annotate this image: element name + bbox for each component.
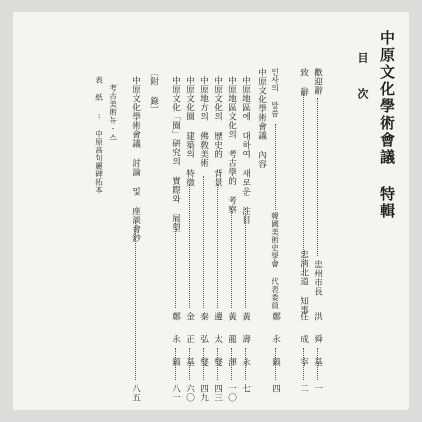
toc-entry-title: 인사의 말씀 xyxy=(270,68,280,118)
toc-entry-page: 一 xyxy=(312,384,323,393)
leader-dots xyxy=(217,184,218,308)
toc-entry-author: 洪 舜 基 xyxy=(312,312,323,368)
contents-heading: 目 次 xyxy=(356,52,369,105)
leader-dots xyxy=(203,348,204,380)
leader-dots xyxy=(189,184,190,308)
toc-entry-page: 七 xyxy=(240,384,251,393)
toc-entry-title: 歡迎辭 xyxy=(312,68,323,95)
toc-entry-title: 中原文化學術會議 討論 및 座談會鈔 xyxy=(130,76,141,243)
toc-entry-page: 二 xyxy=(298,384,309,393)
appendix-heading: 〔附 錄〕 xyxy=(148,68,159,115)
leader-dots xyxy=(231,208,232,308)
leader-dots xyxy=(303,348,304,380)
toc-entry-author: 鄭 永 鎬 xyxy=(270,312,281,368)
toc-entry-affiliation: 忠州市長 xyxy=(312,260,323,296)
leader-dots xyxy=(175,218,176,308)
leader-dots xyxy=(175,348,176,380)
toc-entry-title: 中原文化圈 建築의 特徵 xyxy=(184,76,195,187)
document-page xyxy=(13,12,409,410)
toc-entry-author: 黃 壽 永 xyxy=(240,312,251,368)
toc-entry-affiliation: 韓國美術史學會 代表委員 xyxy=(270,212,280,310)
toc-entry-page: 四三 xyxy=(212,384,223,402)
document-title: 中原文化學術會議 特輯 xyxy=(378,30,396,220)
leader-dots xyxy=(189,348,190,380)
leader-dots xyxy=(245,348,246,380)
toc-entry-page: 四九 xyxy=(198,384,209,402)
toc-entry-title: 中原文化「圈」硏究의 實際와 展望 xyxy=(170,76,181,232)
toc-entry-affiliation: 忠淸北道 知事 xyxy=(298,250,309,315)
toc-entry-page: 一〇 xyxy=(226,384,237,402)
toc-entry-page: 八五 xyxy=(130,384,141,402)
leader-dots xyxy=(317,98,318,256)
toc-entry-title: 致 辭 xyxy=(298,68,309,97)
leader-dots xyxy=(217,348,218,380)
leader-dots xyxy=(245,208,246,308)
leader-dots xyxy=(231,348,232,380)
leader-dots xyxy=(203,176,204,308)
leader-dots xyxy=(303,94,304,272)
toc-entry-author: 秦 弘 燮 xyxy=(198,312,209,368)
toc-entry-author: 金 正 基 xyxy=(184,312,195,368)
toc-entry-author: 黃 龍 渾 xyxy=(226,312,237,368)
leader-dots xyxy=(135,220,136,380)
toc-entry-title: 中原文化의 歷史的 背景 xyxy=(212,76,223,187)
toc-entry-author: 任 成 宰 xyxy=(298,312,309,368)
toc-entry-title: 中原地區에 대하여 새로운 注目 xyxy=(240,76,251,225)
toc-entry-author: 邊 太 燮 xyxy=(212,312,223,368)
toc-entry-title: 中原地方의 佛敎美術 xyxy=(198,76,209,168)
cover-note: 表 紙 : 中原高句麗碑拓本 xyxy=(94,76,104,194)
section-heading: 中原文化學術會議 內容 xyxy=(256,68,267,169)
toc-entry-page: 四 xyxy=(270,384,281,393)
toc-entry-title: 中原地區文化의 考古學的 考察 xyxy=(226,76,237,214)
toc-entry-author: 鄭 永 鎬 xyxy=(170,312,181,368)
toc-entry-page: 六〇 xyxy=(184,384,195,402)
toc-entry-page: 八一 xyxy=(170,384,181,402)
leader-dots xyxy=(275,348,276,380)
leader-dots xyxy=(275,124,276,210)
leader-dots xyxy=(317,348,318,380)
toc-note: 考古美術뉴-스 xyxy=(108,84,118,142)
